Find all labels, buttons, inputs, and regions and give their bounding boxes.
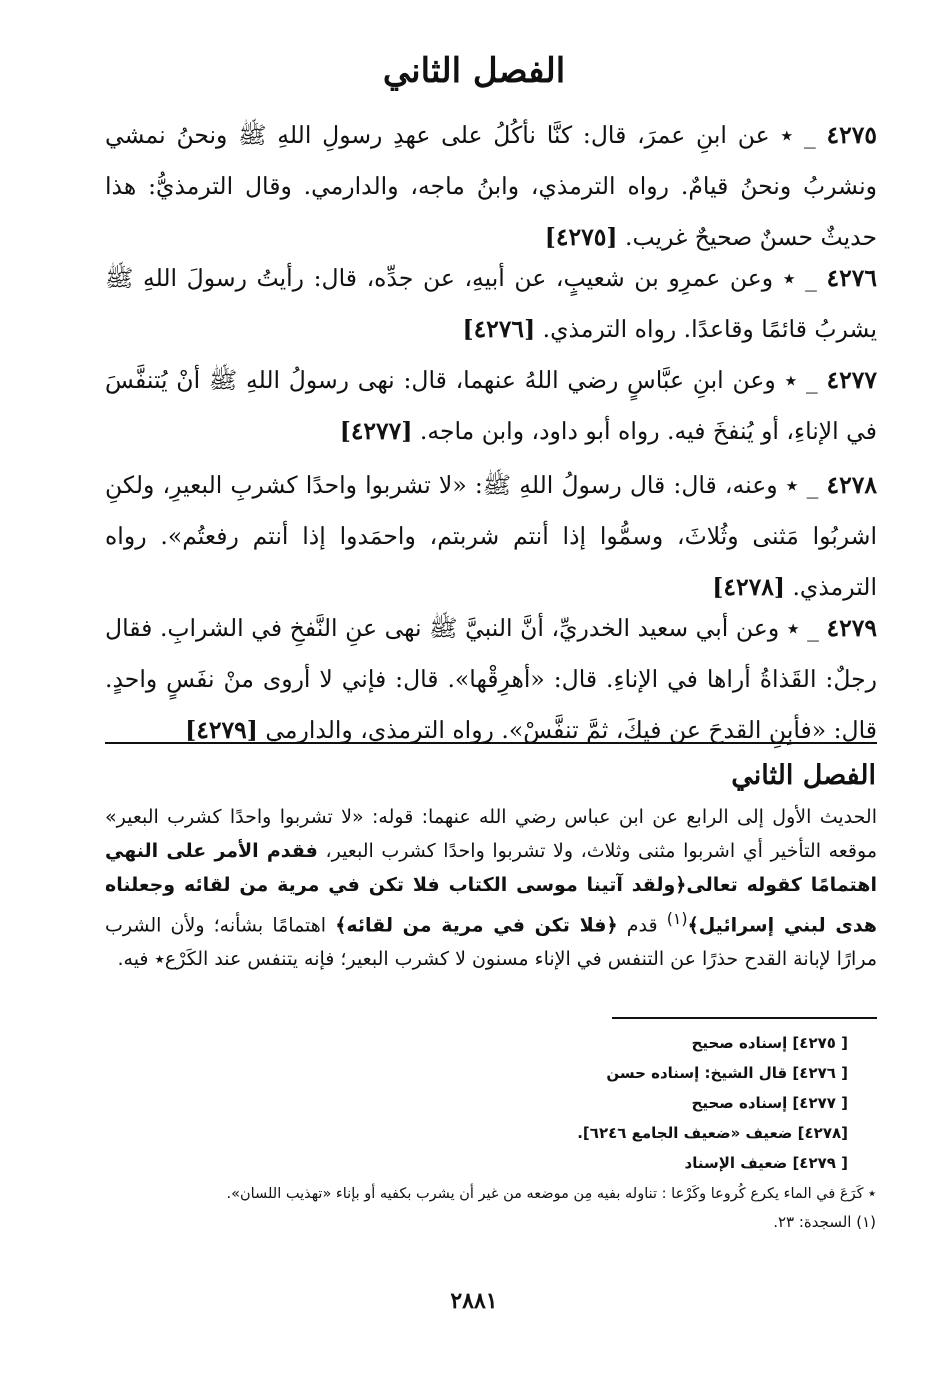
hadith-4275 <box>105 110 877 263</box>
hadith-4278 <box>105 460 877 613</box>
hadith-text: _ ٭ وعن عمرِو بن شعيبٍ، عن أبيهِ، عن جدِّه، قال: رأيتُ رسولَ اللهِ ﷺ يشربُ قائمًا وقاعدًا. رواه الترمذي. <box>105 264 877 343</box>
hadith-number: ٤٢٧٥ <box>826 121 877 149</box>
hadith-ref: [٤٢٧٥] <box>544 223 618 251</box>
footnote-item: [ ٤٢٧٦] قال الشيخ: إسناده حسن <box>606 1064 848 1082</box>
page-number: ٢٨٨١ <box>450 1288 498 1314</box>
hadith-text: _ ٭ وعن أبي سعيد الخدريِّ، أنَّ النبيَّ ﷺ نهى عنِ النَّفخِ في الشرابِ. فقال رجلٌ: القَذاةُ أراها في الإناءِ. قال: «أهرِقْها». قال: فإني لا أروى منْ نفَسٍ واحدٍ. قال: «فأبِنِ القدحَ عن فيكَ، ثمَّ تنفَّسْ». رواه الترمذي، والدارمي <box>105 614 877 744</box>
hadith-text: _ ٭ عن ابنِ عمرَ، قال: كنَّا نأكُلُ على عهدِ رسولِ اللهِ ﷺ ونحنُ نمشي ونشربُ ونحنُ قيامٌ. رواه الترمذي، وابنُ ماجه، والدارمي. وقال الترمذيُّ: هذا حديثٌ حسنٌ صحيحٌ غريب. <box>105 121 877 251</box>
quran-reference-footnote: (١) السجدة: ٢٣. <box>773 1213 876 1231</box>
hadith-ref: [٤٢٧٩] <box>185 716 258 744</box>
glossary-note: ٭ كَرَعَ في الماء يكرع كُروعا وكَرْعا : تناوله بفيه مِن موضعه من غير أن يشرب بكفيه أو بإناء «تهذيب اللسان». <box>226 1186 876 1202</box>
commentary-emphasis: فقدم الأمر على النهي اهتمامًا كقوله تعالى﴿ولقد آتينا موسى الكتاب فلا تكن في مرية من لقائه وجعلناه هدى لبني إسرائيل﴾ <box>105 840 877 937</box>
footnote-marker: (١) <box>666 909 688 928</box>
hadith-ref: [٤٢٧٦] <box>462 315 536 343</box>
commentary-text <box>105 800 877 976</box>
hadith-4277 <box>105 355 877 457</box>
hadith-text: _ ٭ وعنه، قال: قال رسولُ اللهِ ﷺ: «لا تشربوا واحدًا كشربِ البعيرِ، ولكنِ اشربُوا مَثنى وثُلاثَ، وسمُّوا إذا أنتم شربتم، واحمَدوا إذا أنتم رفعتُم». رواه الترمذي. <box>105 471 877 601</box>
hadith-text: _ ٭ وعن ابنِ عبَّاسٍ رضي اللهُ عنهما، قال: نهى رسولُ اللهِ ﷺ أنْ يُتنفَّسَ في الإناءِ، أو يُنفخَ فيه. رواه أبو داود، وابن ماجه. <box>105 366 877 445</box>
commentary-part: قدم <box>626 914 658 937</box>
hadith-number: ٤٢٧٨ <box>826 471 877 499</box>
footnote-divider <box>612 1017 877 1019</box>
commentary-title: الفصل الثاني <box>731 760 876 791</box>
footnote-item: [ ٤٢٧٩] ضعيف الإسناد <box>684 1154 848 1172</box>
footnotes <box>104 1028 876 1237</box>
hadith-ref: [٤٢٧٨] <box>712 573 785 601</box>
commentary-part: الحديث الأول إلى الرابع عن ابن عباس رضي الله عنهما: قوله: «لا تشربوا واحدًا كشرب البعير» موقعه التأخير أي اشربوا مثنى وثلاث، ولا تشربوا واحدًا كشرب البعير، <box>105 806 878 862</box>
commentary-emphasis: ﴿فلا تكن في مرية من لقائه﴾ <box>335 914 618 937</box>
chapter-title: الفصل الثاني <box>382 51 566 91</box>
footnote-item: [ ٤٢٧٥] إسناده صحيح <box>691 1034 848 1052</box>
hadith-4276 <box>105 253 877 355</box>
hadith-number: ٤٢٧٩ <box>826 614 877 642</box>
hadith-number: ٤٢٧٦ <box>826 264 877 292</box>
commentary-part: اهتمامًا بشأنه؛ ولأن الشرب مرارًا لإبانة القدح حذرًا عن التنفس في الإناء مسنون لا كشرب البعير؛ فإنه يتنفس عند الكَرْع٭ فيه. <box>105 914 877 971</box>
footnote-item: [ ٤٢٧٧] إسناده صحيح <box>691 1094 848 1112</box>
hadith-ref: [٤٢٧٧] <box>339 417 413 445</box>
section-divider <box>105 742 877 744</box>
hadith-4279 <box>105 603 877 756</box>
footnote-item: [٤٢٧٨] ضعيف «ضعيف الجامع ٦٢٤٦]. <box>577 1124 848 1142</box>
hadith-number: ٤٢٧٧ <box>826 366 877 394</box>
